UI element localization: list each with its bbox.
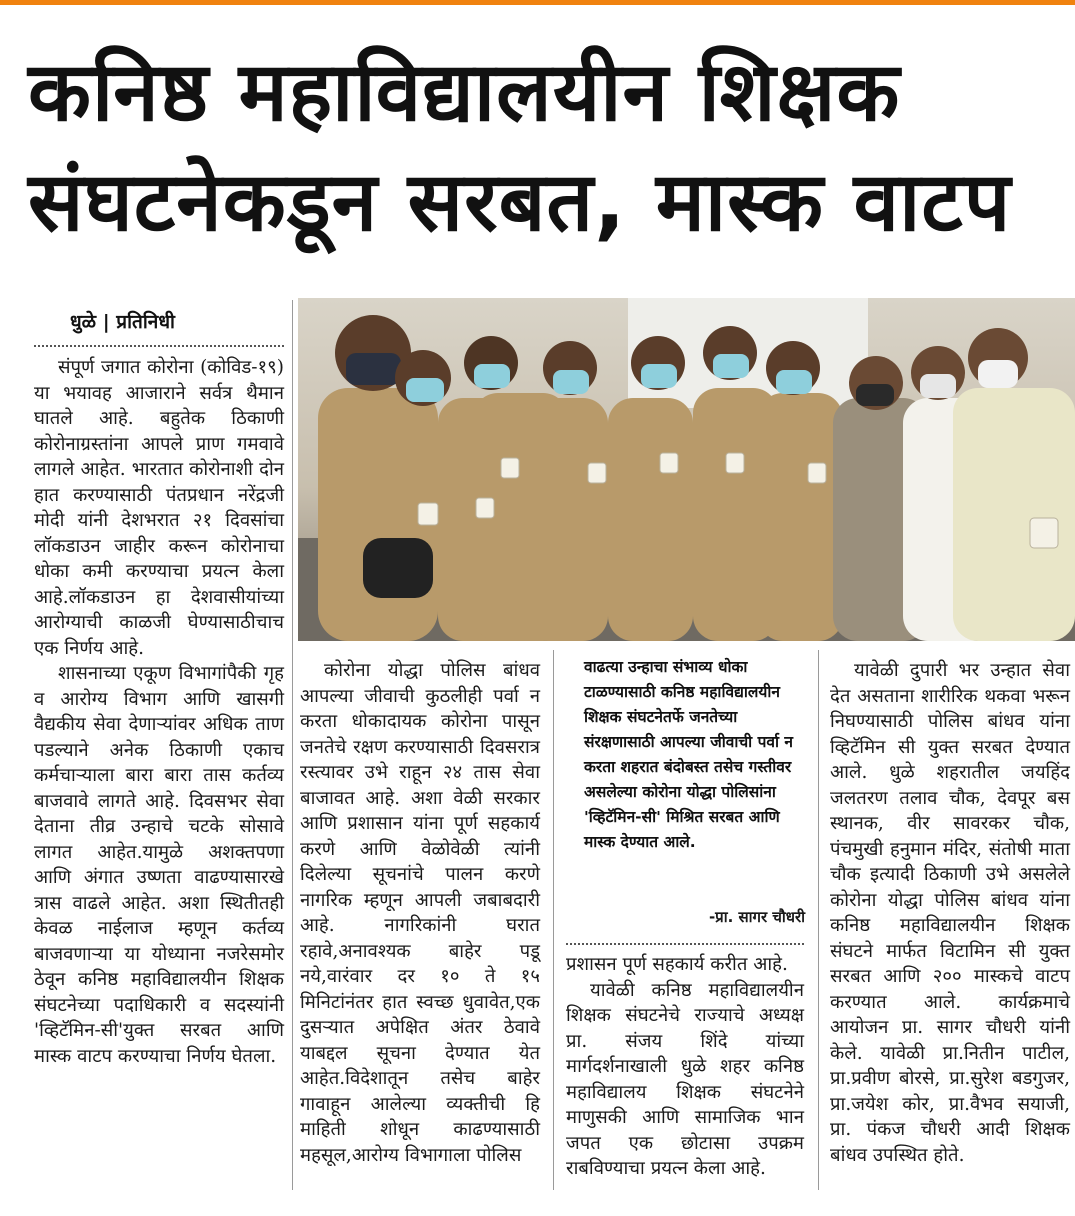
article-column-3 <box>566 952 804 1182</box>
top-accent-bar <box>0 0 1075 5</box>
article-column-4 <box>830 658 1070 1168</box>
news-photo <box>298 298 1075 641</box>
byline: धुळे | प्रतिनिधी <box>70 311 175 333</box>
column-divider <box>553 650 554 1190</box>
photo-caption: वाढत्या उन्हाचा संभाव्य धोका टाळण्यासाठी कनिष्ठ महाविद्यालयीन शिक्षक संघटनेतर्फे जनतेच्या संरक्षणासाठी आपल्या जीवाची पर्वा न करता शहरात बंदोबस्त तसेच गस्तीवर असलेल्या कोरोना योद्धा पोलिसांना 'व्हिटॅमिन-सी' मिश्रित सरबत आणि मास्क देण्यात आले. <box>584 658 794 851</box>
paragraph: यावेळी कनिष्ठ महाविद्यालयीन शिक्षक संघटनेचे राज्याचे अध्यक्ष प्रा. संजय शिंदे यांच्या मार्गदर्शनाखाली धुळे शहर कनिष्ठ महाविद्यालय शिक्षक संघटनेने माणुसकी आणि सामाजिक भान जपत एक छोटासा उपक्रम राबविण्याचा प्रयत्न केला आहे. <box>566 979 804 1179</box>
byline-divider <box>34 345 284 347</box>
column-divider <box>818 650 819 1190</box>
article-column-1 <box>34 355 284 1069</box>
photo-credit: -प्रा. सागर चौधरी <box>708 908 805 926</box>
paragraph: संपूर्ण जगात कोरोना (कोविड-१९) या भयावह आजाराने सर्वत्र थैमान घातले आहे. बहुतेक ठिकाणी कोरोनाग्रस्तांना आपले प्राण गमवावे लागले आहेत. भारतात कोरोनाशी दोन हात करण्यासाठी पंतप्रधान नरेंद्रजी मोदी यांनी देशभरात २१ दिवसांचा लॉकडाउन जाहीर करून कोरोनाचा धोका कमी करण्याचा प्रयत्न केला आहे.लॉकडाउन हा देशवासीयांच्या आरोग्याची काळजी घेण्यासाठीचाच एक निर्णय आहे. <box>34 357 284 659</box>
paragraph: कोरोना योद्धा पोलिस बांधव आपल्या जीवाची कुठलीही पर्वा न करता धोकादायक कोरोना पासून जनतेचे रक्षण करण्यासाठी दिवसरात्र रस्त्यावर उभे राहून २४ तास सेवा बाजावत आहे. अशा वेळी सरकार आणि प्रशासान यांना पूर्ण सहकार्य करणे आणि वेळोवेळी त्यांनी दिलेल्या सूचनांचे पालन करणे नागरिक म्हणून आपली जबाबदारी आहे. नागरिकांनी घरात रहावे,अनावश्यक बाहेर पडू नये,वारंवार दर १० ते १५ मिनिटांनंतर हात स्वच्छ धुवावेत,एक दुसऱ्यात अपेक्षित अंतर ठेवावे याबद्दल सूचना देण्यात येत आहेत.विदेशातून तसेच बाहेर गावाहून आलेल्या व्यक्तीची हि माहिती शोधून काढण्यासाठी महसूल,आरोग्य विभागाला पोलिस <box>300 660 540 1166</box>
paragraph: यावेळी दुपारी भर उन्हात सेवा देत असताना शारीरिक थकवा भरून निघण्यासाठी पोलिस बांधव यांना व्हिटॅमिन सी युक्त सरबत देण्यात आले. धुळे शहरातील जयहिंद जलतरण तलाव चौक, देवपूर बस स्थानक, वीर सावरकर चौक, पंचमुखी हनुमान मंदिर, संतोषी माता चौक इत्यादी ठिकाणी उभे असलेले कोरोना योद्धा पोलिस बांधव यांना कनिष्ठ महाविद्यालयीन शिक्षक संघटने मार्फत विटामिन सी युक्त सरबत आणि २०० मास्कचे वाटप करण्यात आले. कार्यक्रमाचे आयोजन प्रा. सागर चौधरी यांनी केले. यावेळी प्रा.नितीन पाटील, प्रा.प्रवीण बोरसे, प्रा.सुरेश बडगुजर, प्रा.जयेश कोर, प्रा.वैभव सयाजी, प्रा. पंकज चौधरी आदी शिक्षक बांधव उपस्थित होते. <box>830 660 1070 1166</box>
column-divider <box>292 300 293 1190</box>
caption-divider <box>566 943 804 945</box>
headline-line-1: कनिष्ठ महाविद्यालयीन शिक्षक <box>28 45 901 140</box>
group-photo-icon <box>298 298 1075 641</box>
article-column-2 <box>300 658 540 1168</box>
paragraph: शासनाच्या एकूण विभागांपैकी गृह व आरोग्य विभाग आणि खासगी वैद्यकीय सेवा देणाऱ्यांवर अधिक ताण पडल्याने अनेक ठिकाणी एकाच कर्मचाऱ्याला बारा बारा तास कर्तव्य बाजवावे लागते आहे. दिवसभर सेवा देताना तीव्र उन्हाचे चटके सोसावे लागत आहेत.यामुळे अशक्तपणा आणि अंगात उष्णता वाढण्यासारखे त्रास वाढले आहेत. अशा स्थितीतही केवळ नाईलाज म्हणून कर्तव्य बाजवणाऱ्या या योध्याना नजरेसमोर ठेवून कनिष्ठ महाविद्यालयीन शिक्षक संघटनेच्या पदाधिकारी व सदस्यांनी 'व्हिटॅमिन-सी'युक्त सरबत आणि मास्क वाटप करण्याचा निर्णय घेतला. <box>34 663 284 1067</box>
headline-line-2: संघटनेकडून सरबत, मास्क वाटप <box>28 155 1012 250</box>
paragraph: प्रशासन पूर्ण सहकार्य करीत आहे. <box>566 954 788 975</box>
